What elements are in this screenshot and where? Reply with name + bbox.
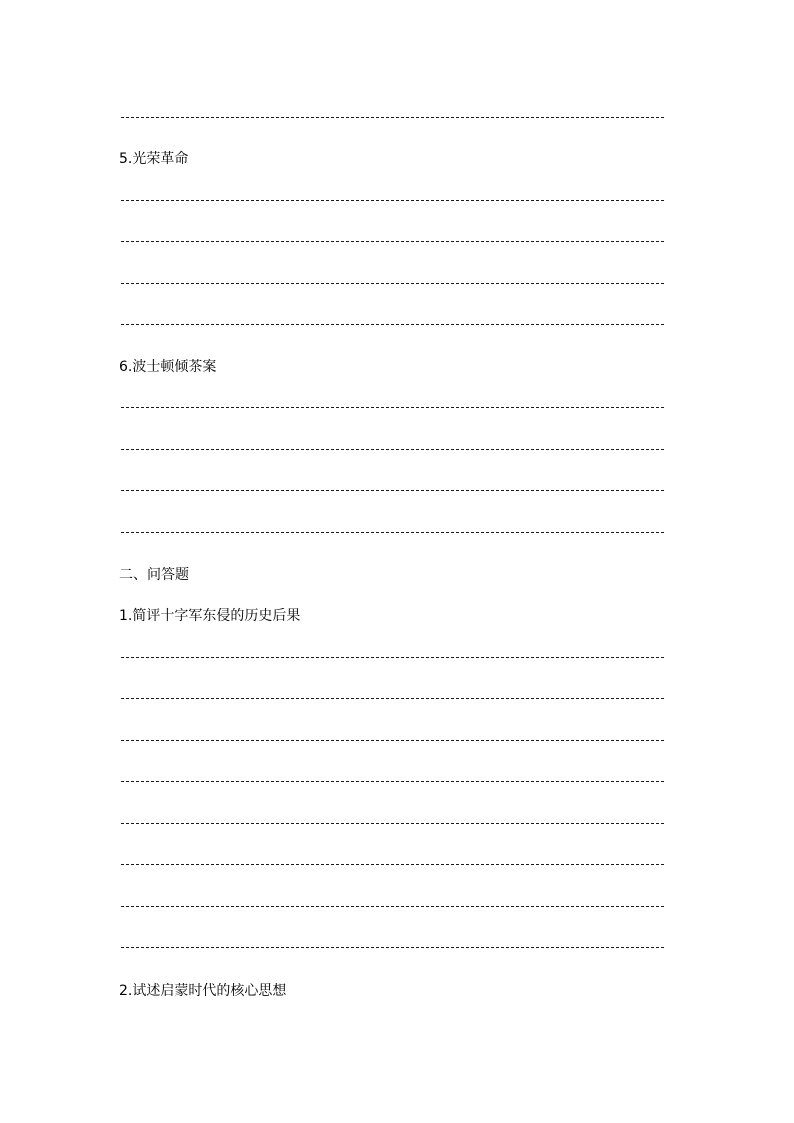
answer-line	[121, 698, 664, 699]
answer-line	[121, 532, 664, 533]
question-title: 2.试述启蒙时代的核心思想	[119, 983, 287, 999]
answer-line	[121, 740, 664, 741]
answer-line	[121, 781, 664, 782]
answer-line	[121, 407, 664, 408]
answer-line	[121, 490, 664, 491]
answer-line	[121, 117, 664, 118]
question-title: 1.简评十字军东侵的历史后果	[119, 608, 301, 624]
answer-line	[121, 823, 664, 824]
answer-line	[121, 864, 664, 865]
question-title: 5.光荣革命	[119, 151, 189, 167]
answer-line	[121, 283, 664, 284]
answer-line	[121, 657, 664, 658]
answer-line	[121, 200, 664, 201]
answer-line	[121, 241, 664, 242]
answer-line	[121, 324, 664, 325]
answer-line	[121, 947, 664, 948]
answer-line	[121, 906, 664, 907]
answer-line	[121, 449, 664, 450]
question-title: 6.波士顿倾茶案	[119, 359, 217, 375]
section-heading: 二、问答题	[119, 567, 189, 583]
